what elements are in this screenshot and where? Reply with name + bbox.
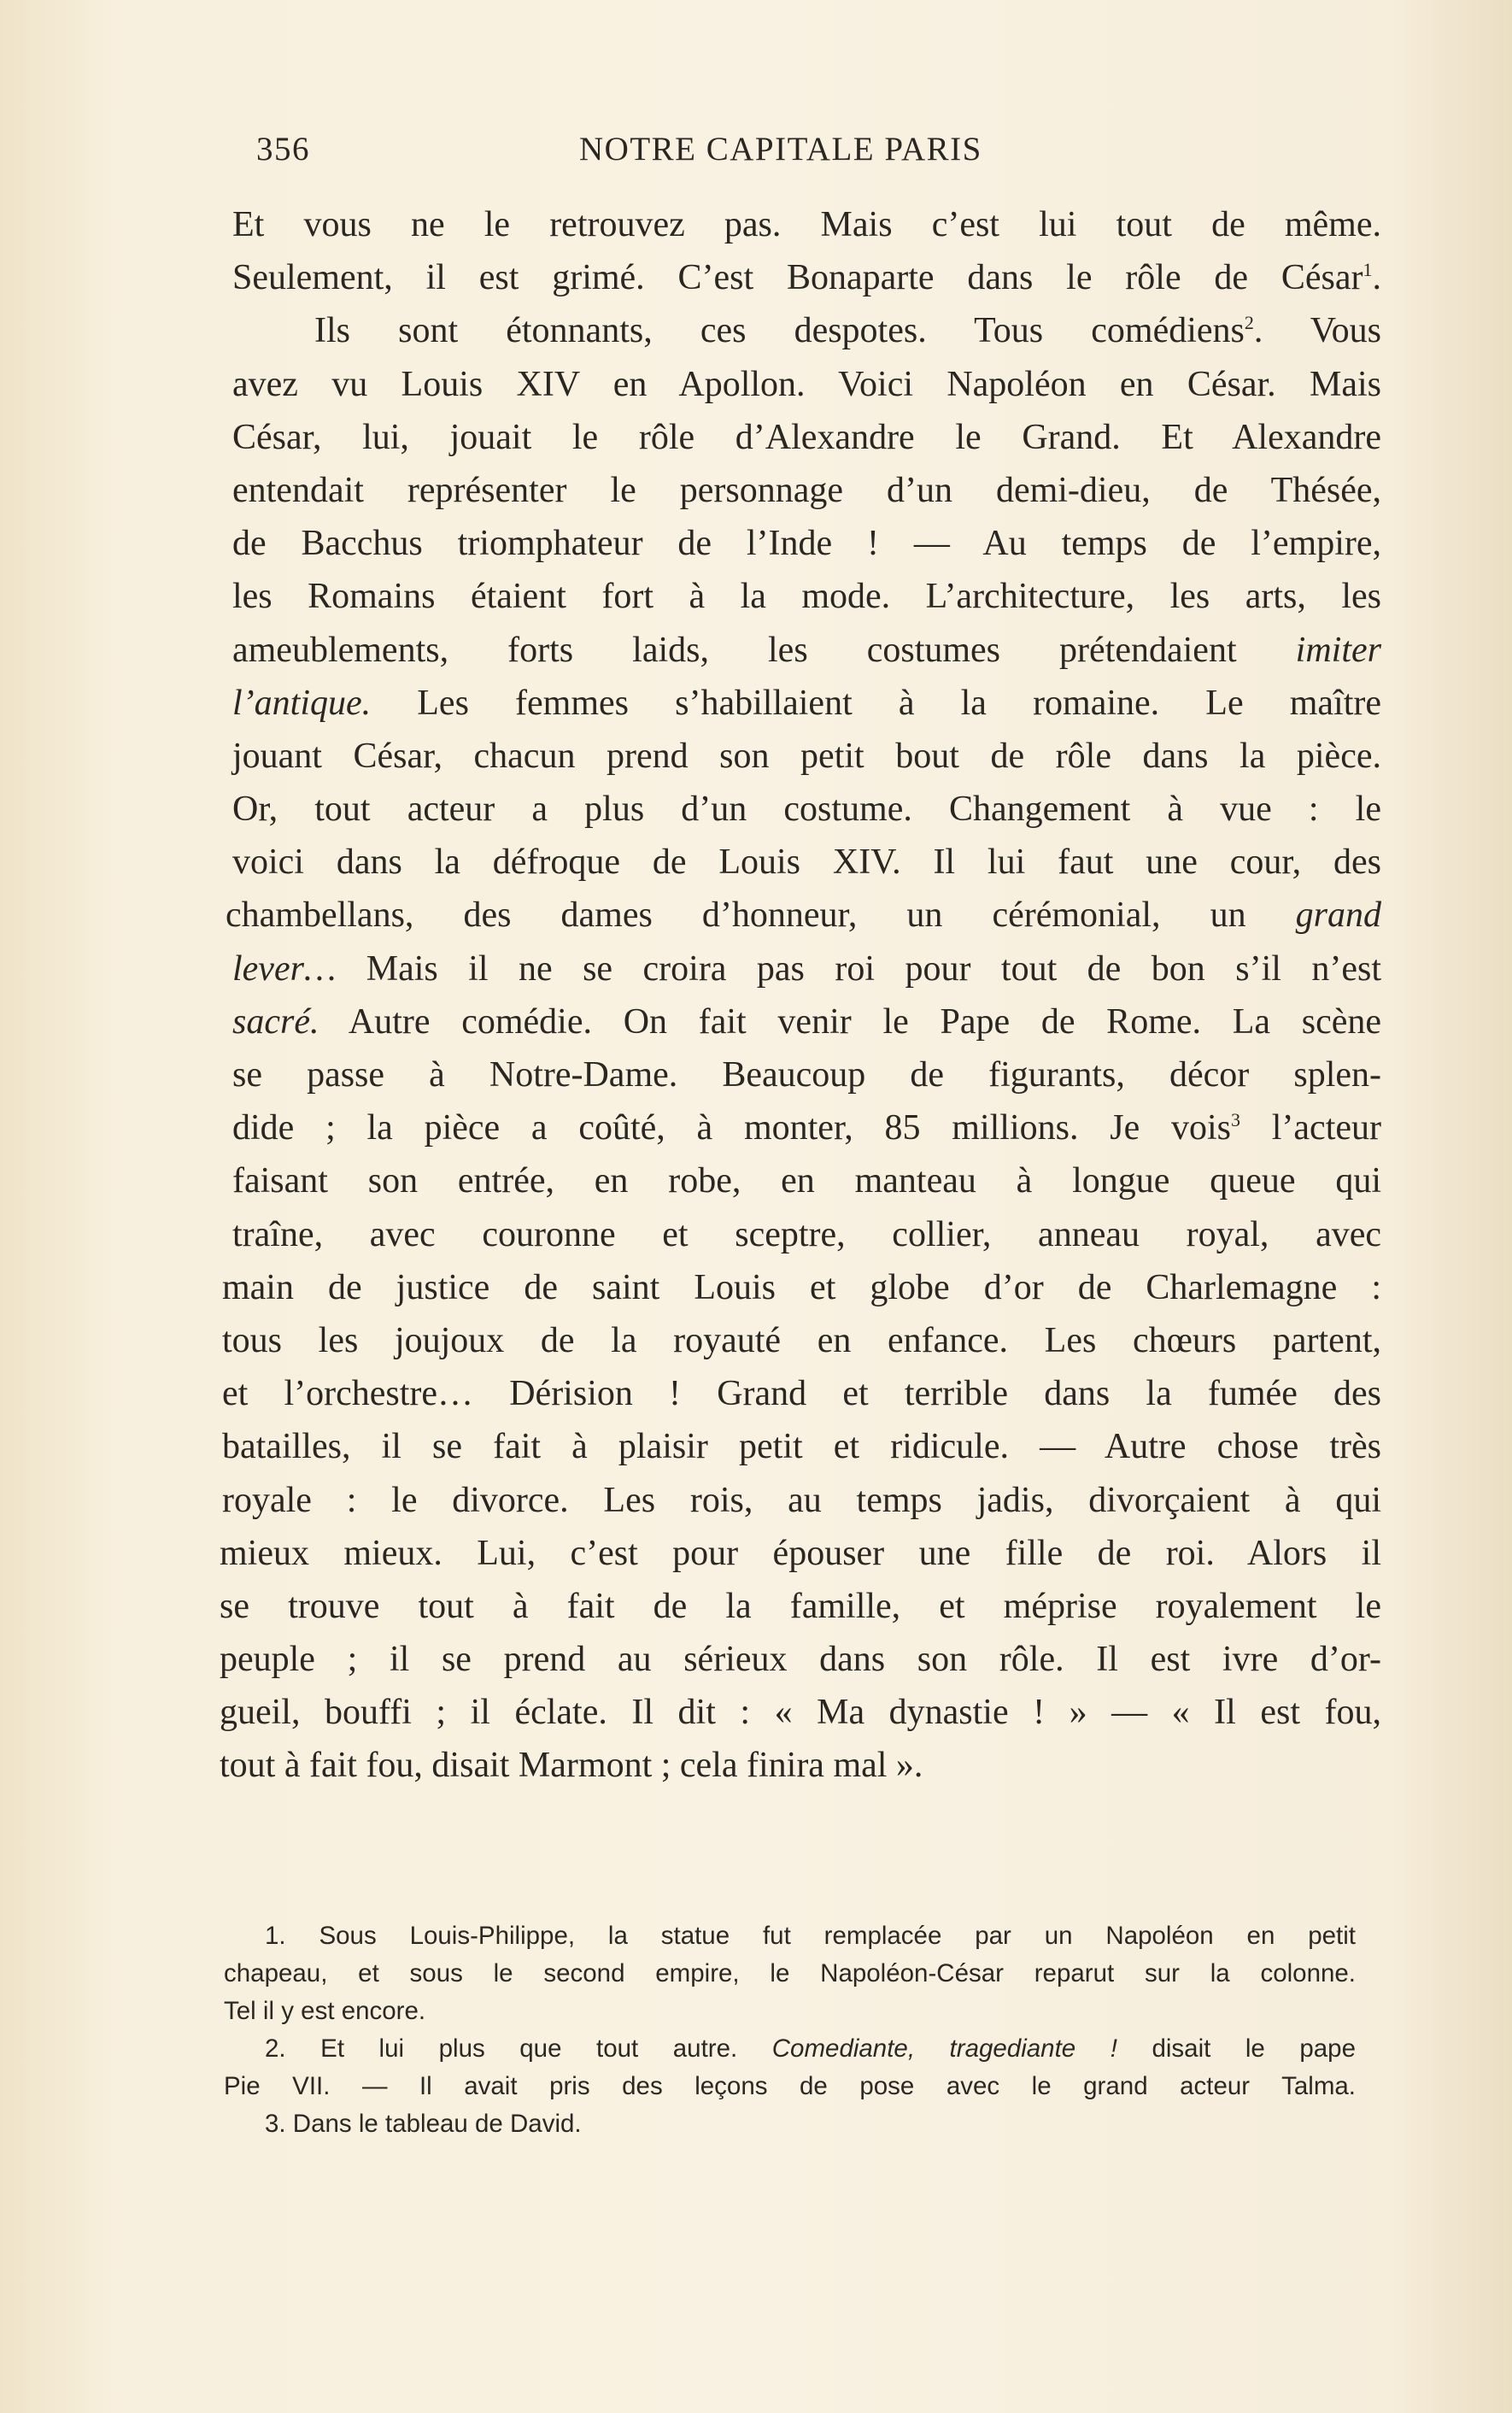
footnote-3-line-1: 3. Dans le tableau de David. (265, 2110, 582, 2138)
italic-comediante: Comediante, tragediante ! (771, 2034, 1117, 2063)
text-line-19: faisant son entrée, en robe, en manteau à longue queue qui (232, 1161, 1381, 1201)
text-line-23: et l’orchestre… Dérision ! Grand et terrible dans la fumée des (222, 1374, 1381, 1414)
italic-lantique: l’antique. (232, 683, 372, 723)
text-line-27: se trouve tout à fait de la famille, et méprise royalement le (220, 1586, 1381, 1626)
footnote-2-line-2: Pie VII. — Il avait pris des leçons de pose avec le grand acteur Talma. (224, 2072, 1356, 2100)
text-line-6: entendait représenter le personnage d’un demi-dieu, de Thésée, (232, 470, 1381, 510)
body-text (220, 198, 1382, 1793)
footnote-2-line-1: 2. Et lui plus que tout autre. Comediante, tragediante ! disait le pape (265, 2034, 1356, 2063)
text-line-1: Et vous ne le retrouvez pas. Mais c’est lui tout de même. (232, 205, 1381, 244)
text-line-7: de Bacchus triomphateur de l’Inde ! — Au temps de l’empire, (232, 524, 1381, 564)
text-line-24: batailles, il se fait à plaisir petit et ridicule. — Autre chose très (222, 1427, 1381, 1467)
text-line-13: voici dans la défroque de Louis XIV. Il lui faut une cour, des (232, 842, 1381, 883)
text-line-29: gueil, bouffi ; il éclate. Il dit : « Ma dynastie ! » — « Il est fou, (220, 1693, 1381, 1733)
page-number: 356 (256, 131, 310, 167)
footnote-ref-3: 3 (1231, 1109, 1240, 1131)
italic-grand: grand (1295, 895, 1381, 936)
text-line-22: tous les joujoux de la royauté en enfance. Les chœurs partent, (222, 1320, 1381, 1360)
italic-sacre: sacré. (232, 1001, 319, 1042)
text-line-17: se passe à Notre-Dame. Beaucoup de figurants, décor splen- (232, 1055, 1381, 1095)
text-line-14: chambellans, des dames d’honneur, un cérémonial, un grand (226, 895, 1381, 936)
running-title: NOTRE CAPITALE PARIS (579, 131, 982, 167)
text-line-3: Ils sont étonnants, ces despotes. Tous comédiens$^2$. Vous (314, 311, 1381, 351)
text-line-28: peuple ; il se prend au sérieux dans son rôle. Il est ivre d’or- (220, 1640, 1381, 1680)
text-line-30: tout à fait fou, disait Marmont ; cela finira mal ». (220, 1746, 923, 1786)
text-line-20: traîne, avec couronne et sceptre, collier, anneau royal, avec (232, 1214, 1381, 1254)
text-line-11: jouant César, chacun prend son petit bout de rôle dans la pièce. (232, 736, 1381, 776)
footnote-1-line-1: 1. Sous Louis-Philippe, la statue fut remplacée par un Napoléon en petit (265, 1922, 1356, 1950)
footnote-ref-2: 2 (1244, 312, 1254, 334)
footnote-ref-1: 1 (1363, 259, 1373, 281)
footnotes (224, 1917, 1356, 2143)
text-line-8: les Romains étaient fort à la mode. L’architecture, les arts, les (232, 577, 1381, 617)
text-line-18: dide ; la pièce a coûté, à monter, 85 millions. Je vois$^3$ l’acteur (232, 1108, 1381, 1148)
text-line-10: l’antique. Les femmes s’habillaient à la romaine. Le maître (232, 683, 1382, 723)
footnote-1-line-2: chapeau, et sous le second empire, le Napoléon-César reparut sur la colonne. (224, 1959, 1356, 1987)
italic-lever: lever… (232, 948, 337, 989)
text-line-15: lever… Mais il ne se croira pas roi pour tout de bon s’il n’est (232, 948, 1381, 989)
text-line-2: Seulement, il est grimé. C’est Bonaparte dans le rôle de César$^1$. (232, 258, 1381, 298)
footnote-1-line-3: Tel il y est encore. (224, 1997, 426, 2025)
italic-imiter: imiter (1295, 630, 1381, 670)
text-line-9: ameublements, forts laids, les costumes prétendaient imiter (232, 630, 1381, 670)
text-line-12: Or, tout acteur a plus d’un costume. Changement à vue : le (232, 790, 1381, 830)
text-line-16: sacré. Autre comédie. On fait venir le Pape de Rome. La scène (232, 1001, 1382, 1042)
page-header (256, 130, 1384, 173)
text-line-5: César, lui, jouait le rôle d’Alexandre le Grand. Et Alexandre (232, 417, 1381, 457)
text-line-25: royale : le divorce. Les rois, au temps jadis, divorçaient à qui (222, 1480, 1381, 1520)
text-line-21: main de justice de saint Louis et globe d’or de Charlemagne : (222, 1267, 1381, 1307)
text-line-4: avez vu Louis XIV en Apollon. Voici Napoléon en César. Mais (232, 364, 1381, 404)
text-line-26: mieux mieux. Lui, c’est pour épouser une fille de roi. Alors il (220, 1533, 1381, 1573)
